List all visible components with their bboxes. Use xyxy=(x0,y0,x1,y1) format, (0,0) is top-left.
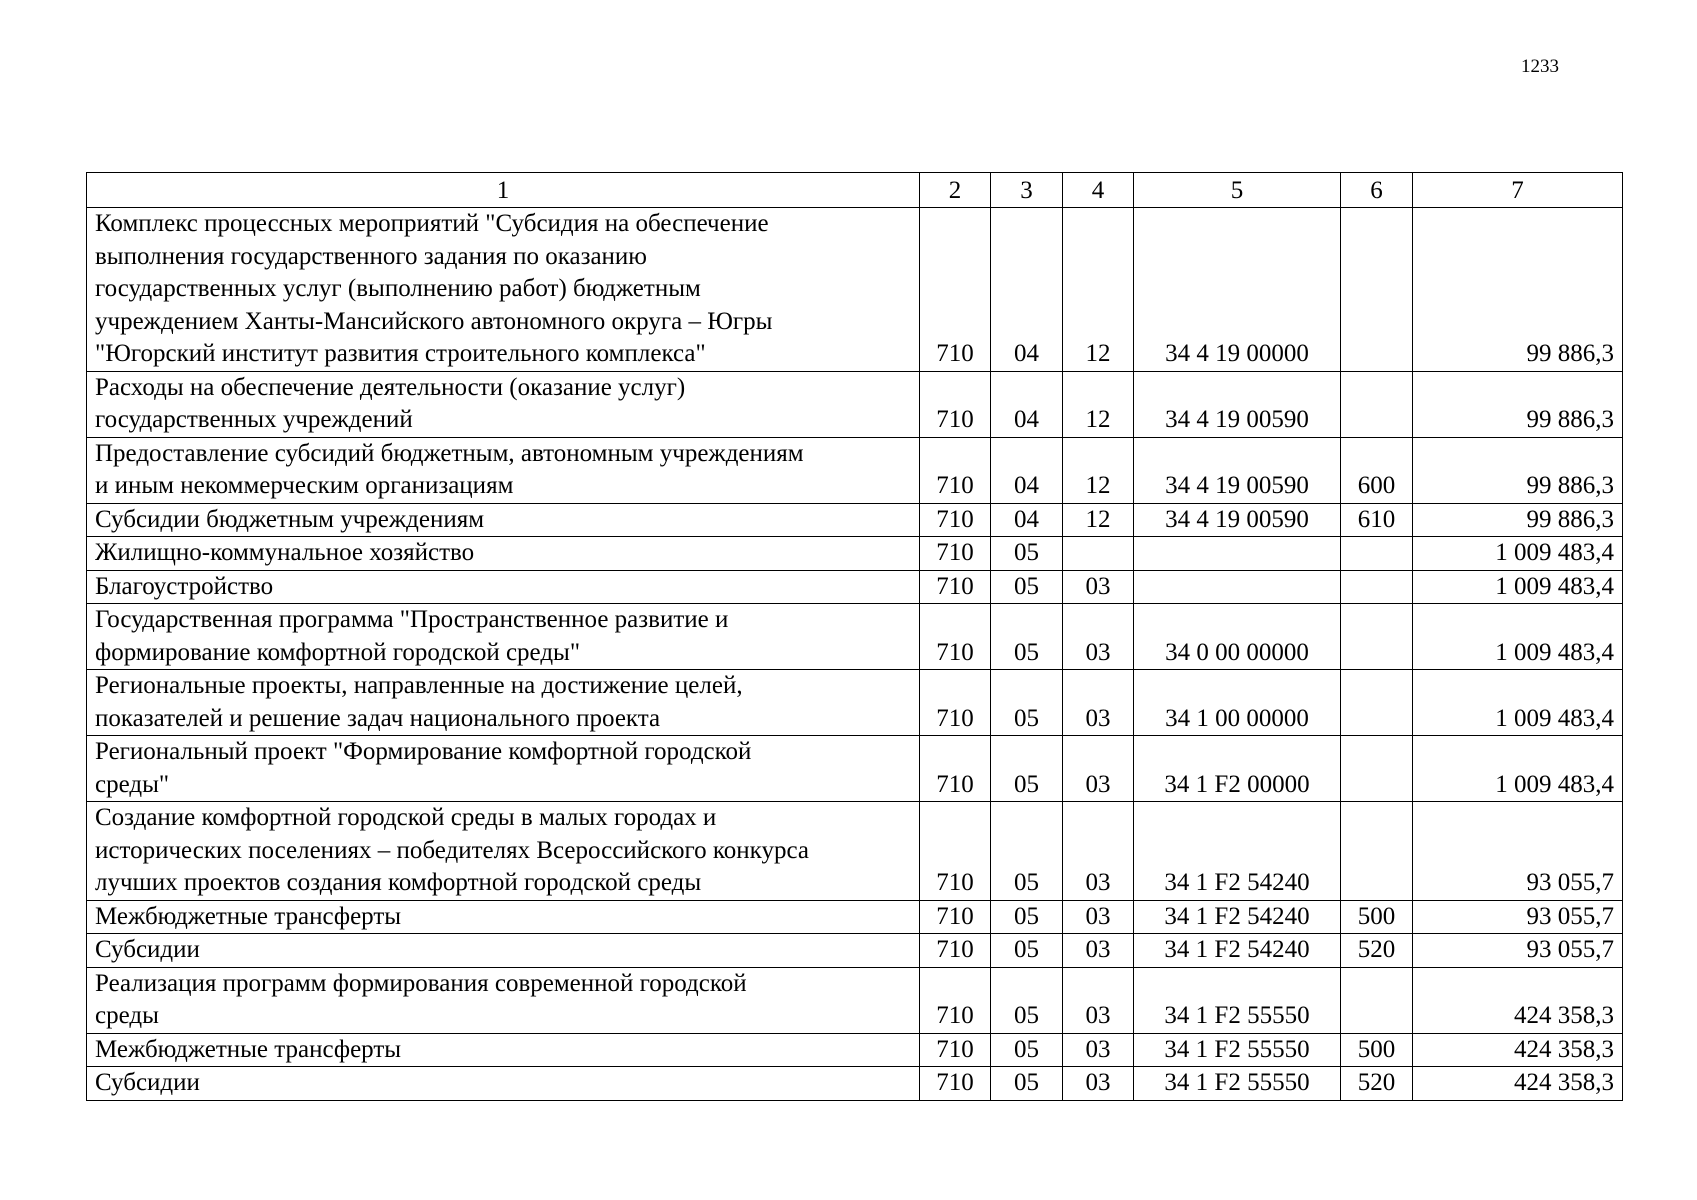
table-row xyxy=(87,670,1623,736)
table-row xyxy=(87,371,1623,437)
cell-amount: 424 358,3 xyxy=(1413,967,1623,1033)
header-col-7: 7 xyxy=(1413,173,1623,208)
cell-expense-type: 520 xyxy=(1341,934,1413,968)
cell-section: 05 xyxy=(991,802,1063,901)
header-col-1: 1 xyxy=(87,173,920,208)
cell-amount: 1 009 483,4 xyxy=(1413,537,1623,571)
cell-subsection: 03 xyxy=(1063,570,1134,604)
cell-amount: 1 009 483,4 xyxy=(1413,604,1623,670)
cell-grbs: 710 xyxy=(920,802,991,901)
cell-name-line: Межбюджетные трансферты xyxy=(95,902,402,930)
cell-name xyxy=(87,967,920,1033)
cell-name xyxy=(87,1033,920,1067)
cell-name xyxy=(87,208,920,372)
table-row xyxy=(87,208,1623,372)
cell-amount: 99 886,3 xyxy=(1413,371,1623,437)
cell-name-line: Государственная программа "Пространственное развитие и xyxy=(95,606,729,633)
cell-subsection xyxy=(1063,537,1134,571)
cell-grbs: 710 xyxy=(920,1033,991,1067)
cell-name-line: государственных услуг (выполнению работ) бюджетным xyxy=(95,275,701,302)
cell-section: 05 xyxy=(991,570,1063,604)
cell-name-line: Благоустройство xyxy=(95,572,274,600)
cell-name xyxy=(87,900,920,934)
table-row xyxy=(87,934,1623,968)
cell-name-line: Расходы на обеспечение деятельности (оказание услуг) xyxy=(95,373,686,401)
header-col-2: 2 xyxy=(920,173,991,208)
cell-name-line: формирование комфортной городской среды" xyxy=(95,638,581,666)
cell-grbs: 710 xyxy=(920,371,991,437)
cell-section: 05 xyxy=(991,604,1063,670)
cell-grbs: 710 xyxy=(920,503,991,537)
cell-section: 05 xyxy=(991,670,1063,736)
cell-amount: 99 886,3 xyxy=(1413,437,1623,503)
cell-target-article: 34 1 F2 55550 xyxy=(1134,1033,1341,1067)
cell-expense-type xyxy=(1341,604,1413,670)
cell-section: 05 xyxy=(991,537,1063,571)
cell-subsection: 03 xyxy=(1063,967,1134,1033)
cell-grbs: 710 xyxy=(920,570,991,604)
table-row xyxy=(87,604,1623,670)
cell-subsection: 12 xyxy=(1063,208,1134,372)
cell-target-article: 34 1 F2 55550 xyxy=(1134,967,1341,1033)
cell-amount: 99 886,3 xyxy=(1413,503,1623,537)
cell-subsection: 03 xyxy=(1063,802,1134,901)
table-row xyxy=(87,1067,1623,1101)
header-col-5: 5 xyxy=(1134,173,1341,208)
table-row xyxy=(87,437,1623,503)
table-row xyxy=(87,967,1623,1033)
cell-name-line: Межбюджетные трансферты xyxy=(95,1035,402,1063)
cell-name-line: выполнения государственного задания по оказанию xyxy=(95,242,647,270)
page-number: 1233 xyxy=(1521,56,1559,77)
cell-section: 05 xyxy=(991,900,1063,934)
cell-grbs: 710 xyxy=(920,670,991,736)
cell-name-line: "Югорский институт развития строительного комплекса" xyxy=(95,340,706,367)
header-col-6: 6 xyxy=(1341,173,1413,208)
cell-target-article: 34 4 19 00590 xyxy=(1134,503,1341,537)
cell-name xyxy=(87,503,920,537)
cell-target-article: 34 1 F2 54240 xyxy=(1134,900,1341,934)
cell-name-line: показателей и решение задач национального проекта xyxy=(95,704,661,732)
cell-subsection: 03 xyxy=(1063,736,1134,802)
cell-name-line: среды xyxy=(95,1002,159,1029)
cell-section: 05 xyxy=(991,934,1063,968)
header-col-4: 4 xyxy=(1063,173,1134,208)
cell-name-line: исторических поселениях – победителях Всероссийского конкурса xyxy=(95,836,809,864)
cell-grbs: 710 xyxy=(920,437,991,503)
cell-expense-type xyxy=(1341,736,1413,802)
cell-name xyxy=(87,934,920,968)
cell-name-line: Предоставление субсидий бюджетным, автономным учреждениям xyxy=(95,439,804,467)
cell-name-line: Региональный проект "Формирование комфортной городской xyxy=(95,738,752,765)
cell-expense-type: 610 xyxy=(1341,503,1413,537)
table-row xyxy=(87,503,1623,537)
cell-name xyxy=(87,570,920,604)
cell-section: 04 xyxy=(991,503,1063,537)
cell-grbs: 710 xyxy=(920,736,991,802)
cell-subsection: 12 xyxy=(1063,371,1134,437)
cell-grbs: 710 xyxy=(920,208,991,372)
cell-name-line: Реализация программ формирования современной городской xyxy=(95,969,747,997)
cell-name-line: Комплекс процессных мероприятий "Субсидия на обеспечение xyxy=(95,210,769,237)
table-body xyxy=(87,208,1623,1101)
cell-section: 05 xyxy=(991,967,1063,1033)
cell-name-line: Жилищно-коммунальное хозяйство xyxy=(95,539,475,566)
cell-expense-type xyxy=(1341,570,1413,604)
cell-name-line: Региональные проекты, направленные на достижение целей, xyxy=(95,672,743,699)
cell-expense-type xyxy=(1341,802,1413,901)
cell-amount: 93 055,7 xyxy=(1413,934,1623,968)
cell-target-article: 34 1 F2 54240 xyxy=(1134,802,1341,901)
budget-table xyxy=(86,172,1623,1101)
cell-target-article: 34 4 19 00000 xyxy=(1134,208,1341,372)
cell-name-line: Субсидии xyxy=(95,936,200,963)
table-row xyxy=(87,570,1623,604)
cell-target-article: 34 1 00 00000 xyxy=(1134,670,1341,736)
cell-amount: 93 055,7 xyxy=(1413,900,1623,934)
cell-amount: 424 358,3 xyxy=(1413,1033,1623,1067)
cell-section: 05 xyxy=(991,1033,1063,1067)
cell-expense-type: 500 xyxy=(1341,1033,1413,1067)
cell-section: 04 xyxy=(991,208,1063,372)
cell-subsection: 03 xyxy=(1063,670,1134,736)
cell-name-line: и иным некоммерческим организациям xyxy=(95,472,514,499)
cell-name xyxy=(87,802,920,901)
cell-target-article: 34 0 00 00000 xyxy=(1134,604,1341,670)
cell-grbs: 710 xyxy=(920,934,991,968)
cell-amount: 1 009 483,4 xyxy=(1413,570,1623,604)
cell-section: 05 xyxy=(991,1067,1063,1101)
cell-target-article: 34 1 F2 54240 xyxy=(1134,934,1341,968)
cell-name-line: государственных учреждений xyxy=(95,406,413,433)
cell-expense-type: 500 xyxy=(1341,900,1413,934)
cell-target-article: 34 4 19 00590 xyxy=(1134,437,1341,503)
cell-expense-type xyxy=(1341,371,1413,437)
cell-grbs: 710 xyxy=(920,967,991,1033)
cell-name xyxy=(87,437,920,503)
cell-name-line: Создание комфортной городской среды в малых городах и xyxy=(95,804,717,831)
cell-amount: 93 055,7 xyxy=(1413,802,1623,901)
cell-name-line: Субсидии бюджетным учреждениям xyxy=(95,505,485,533)
table-row xyxy=(87,736,1623,802)
cell-expense-type xyxy=(1341,537,1413,571)
table-row xyxy=(87,1033,1623,1067)
cell-amount: 424 358,3 xyxy=(1413,1067,1623,1101)
table-row xyxy=(87,802,1623,901)
cell-name xyxy=(87,604,920,670)
cell-expense-type: 600 xyxy=(1341,437,1413,503)
cell-section: 04 xyxy=(991,371,1063,437)
cell-subsection: 03 xyxy=(1063,604,1134,670)
cell-grbs: 710 xyxy=(920,1067,991,1101)
cell-target-article: 34 1 F2 55550 xyxy=(1134,1067,1341,1101)
cell-grbs: 710 xyxy=(920,604,991,670)
cell-expense-type xyxy=(1341,967,1413,1033)
cell-section: 04 xyxy=(991,437,1063,503)
cell-expense-type xyxy=(1341,208,1413,372)
cell-subsection: 12 xyxy=(1063,437,1134,503)
table-header xyxy=(87,173,1623,208)
cell-subsection: 03 xyxy=(1063,934,1134,968)
cell-name xyxy=(87,736,920,802)
cell-name-line: лучших проектов создания комфортной городской среды xyxy=(95,869,702,896)
cell-name-line: Субсидии xyxy=(95,1069,200,1096)
cell-expense-type xyxy=(1341,670,1413,736)
cell-amount: 99 886,3 xyxy=(1413,208,1623,372)
cell-name xyxy=(87,670,920,736)
cell-name xyxy=(87,1067,920,1101)
table-row xyxy=(87,537,1623,571)
cell-section: 05 xyxy=(991,736,1063,802)
cell-grbs: 710 xyxy=(920,537,991,571)
cell-subsection: 03 xyxy=(1063,1067,1134,1101)
cell-name-line: учреждением Ханты-Мансийского автономного округа – Югры xyxy=(95,307,773,335)
cell-grbs: 710 xyxy=(920,900,991,934)
header-col-3: 3 xyxy=(991,173,1063,208)
cell-target-article: 34 1 F2 00000 xyxy=(1134,736,1341,802)
table-row xyxy=(87,900,1623,934)
cell-subsection: 12 xyxy=(1063,503,1134,537)
cell-subsection: 03 xyxy=(1063,1033,1134,1067)
cell-target-article xyxy=(1134,570,1341,604)
cell-target-article: 34 4 19 00590 xyxy=(1134,371,1341,437)
cell-name-line: среды" xyxy=(95,770,170,798)
cell-amount: 1 009 483,4 xyxy=(1413,670,1623,736)
cell-amount: 1 009 483,4 xyxy=(1413,736,1623,802)
cell-target-article xyxy=(1134,537,1341,571)
cell-name xyxy=(87,537,920,571)
cell-expense-type: 520 xyxy=(1341,1067,1413,1101)
header-row xyxy=(87,173,1623,208)
cell-subsection: 03 xyxy=(1063,900,1134,934)
cell-name xyxy=(87,371,920,437)
